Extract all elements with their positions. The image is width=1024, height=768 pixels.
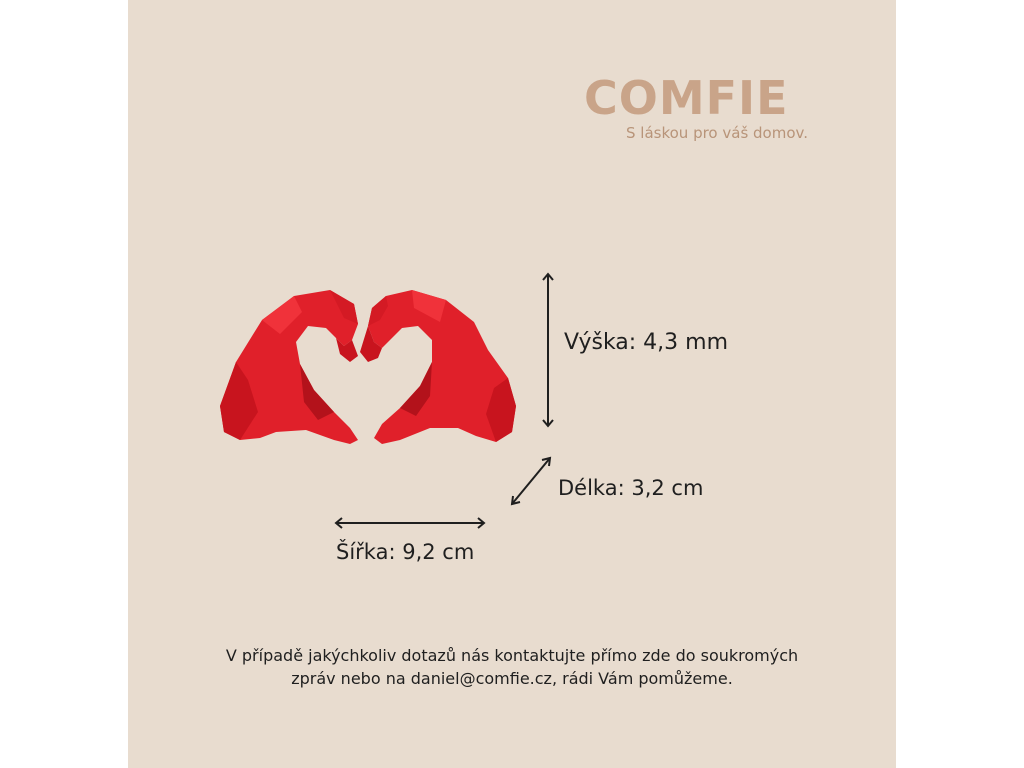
brand-logo (584, 68, 816, 128)
brand-tagline: S láskou pro váš domov. (626, 124, 808, 142)
product-card (128, 0, 896, 768)
width-label: Šířka: 9,2 cm (336, 540, 475, 564)
height-label: Výška: 4,3 mm (564, 330, 729, 355)
brand-name: COMFIE (584, 71, 789, 125)
width-arrow-icon (332, 514, 488, 532)
length-arrow-icon (508, 454, 554, 508)
height-arrow-icon (538, 270, 558, 430)
red-heart-hands-icon (218, 282, 518, 448)
length-label: Délka: 3,2 cm (558, 476, 704, 500)
contact-text: V případě jakýchkoliv dotazů nás kontaktujte přímo zde do soukromých zpráv nebo na daniel@comfie.cz, rádi Vám pomůžeme. (225, 646, 799, 688)
